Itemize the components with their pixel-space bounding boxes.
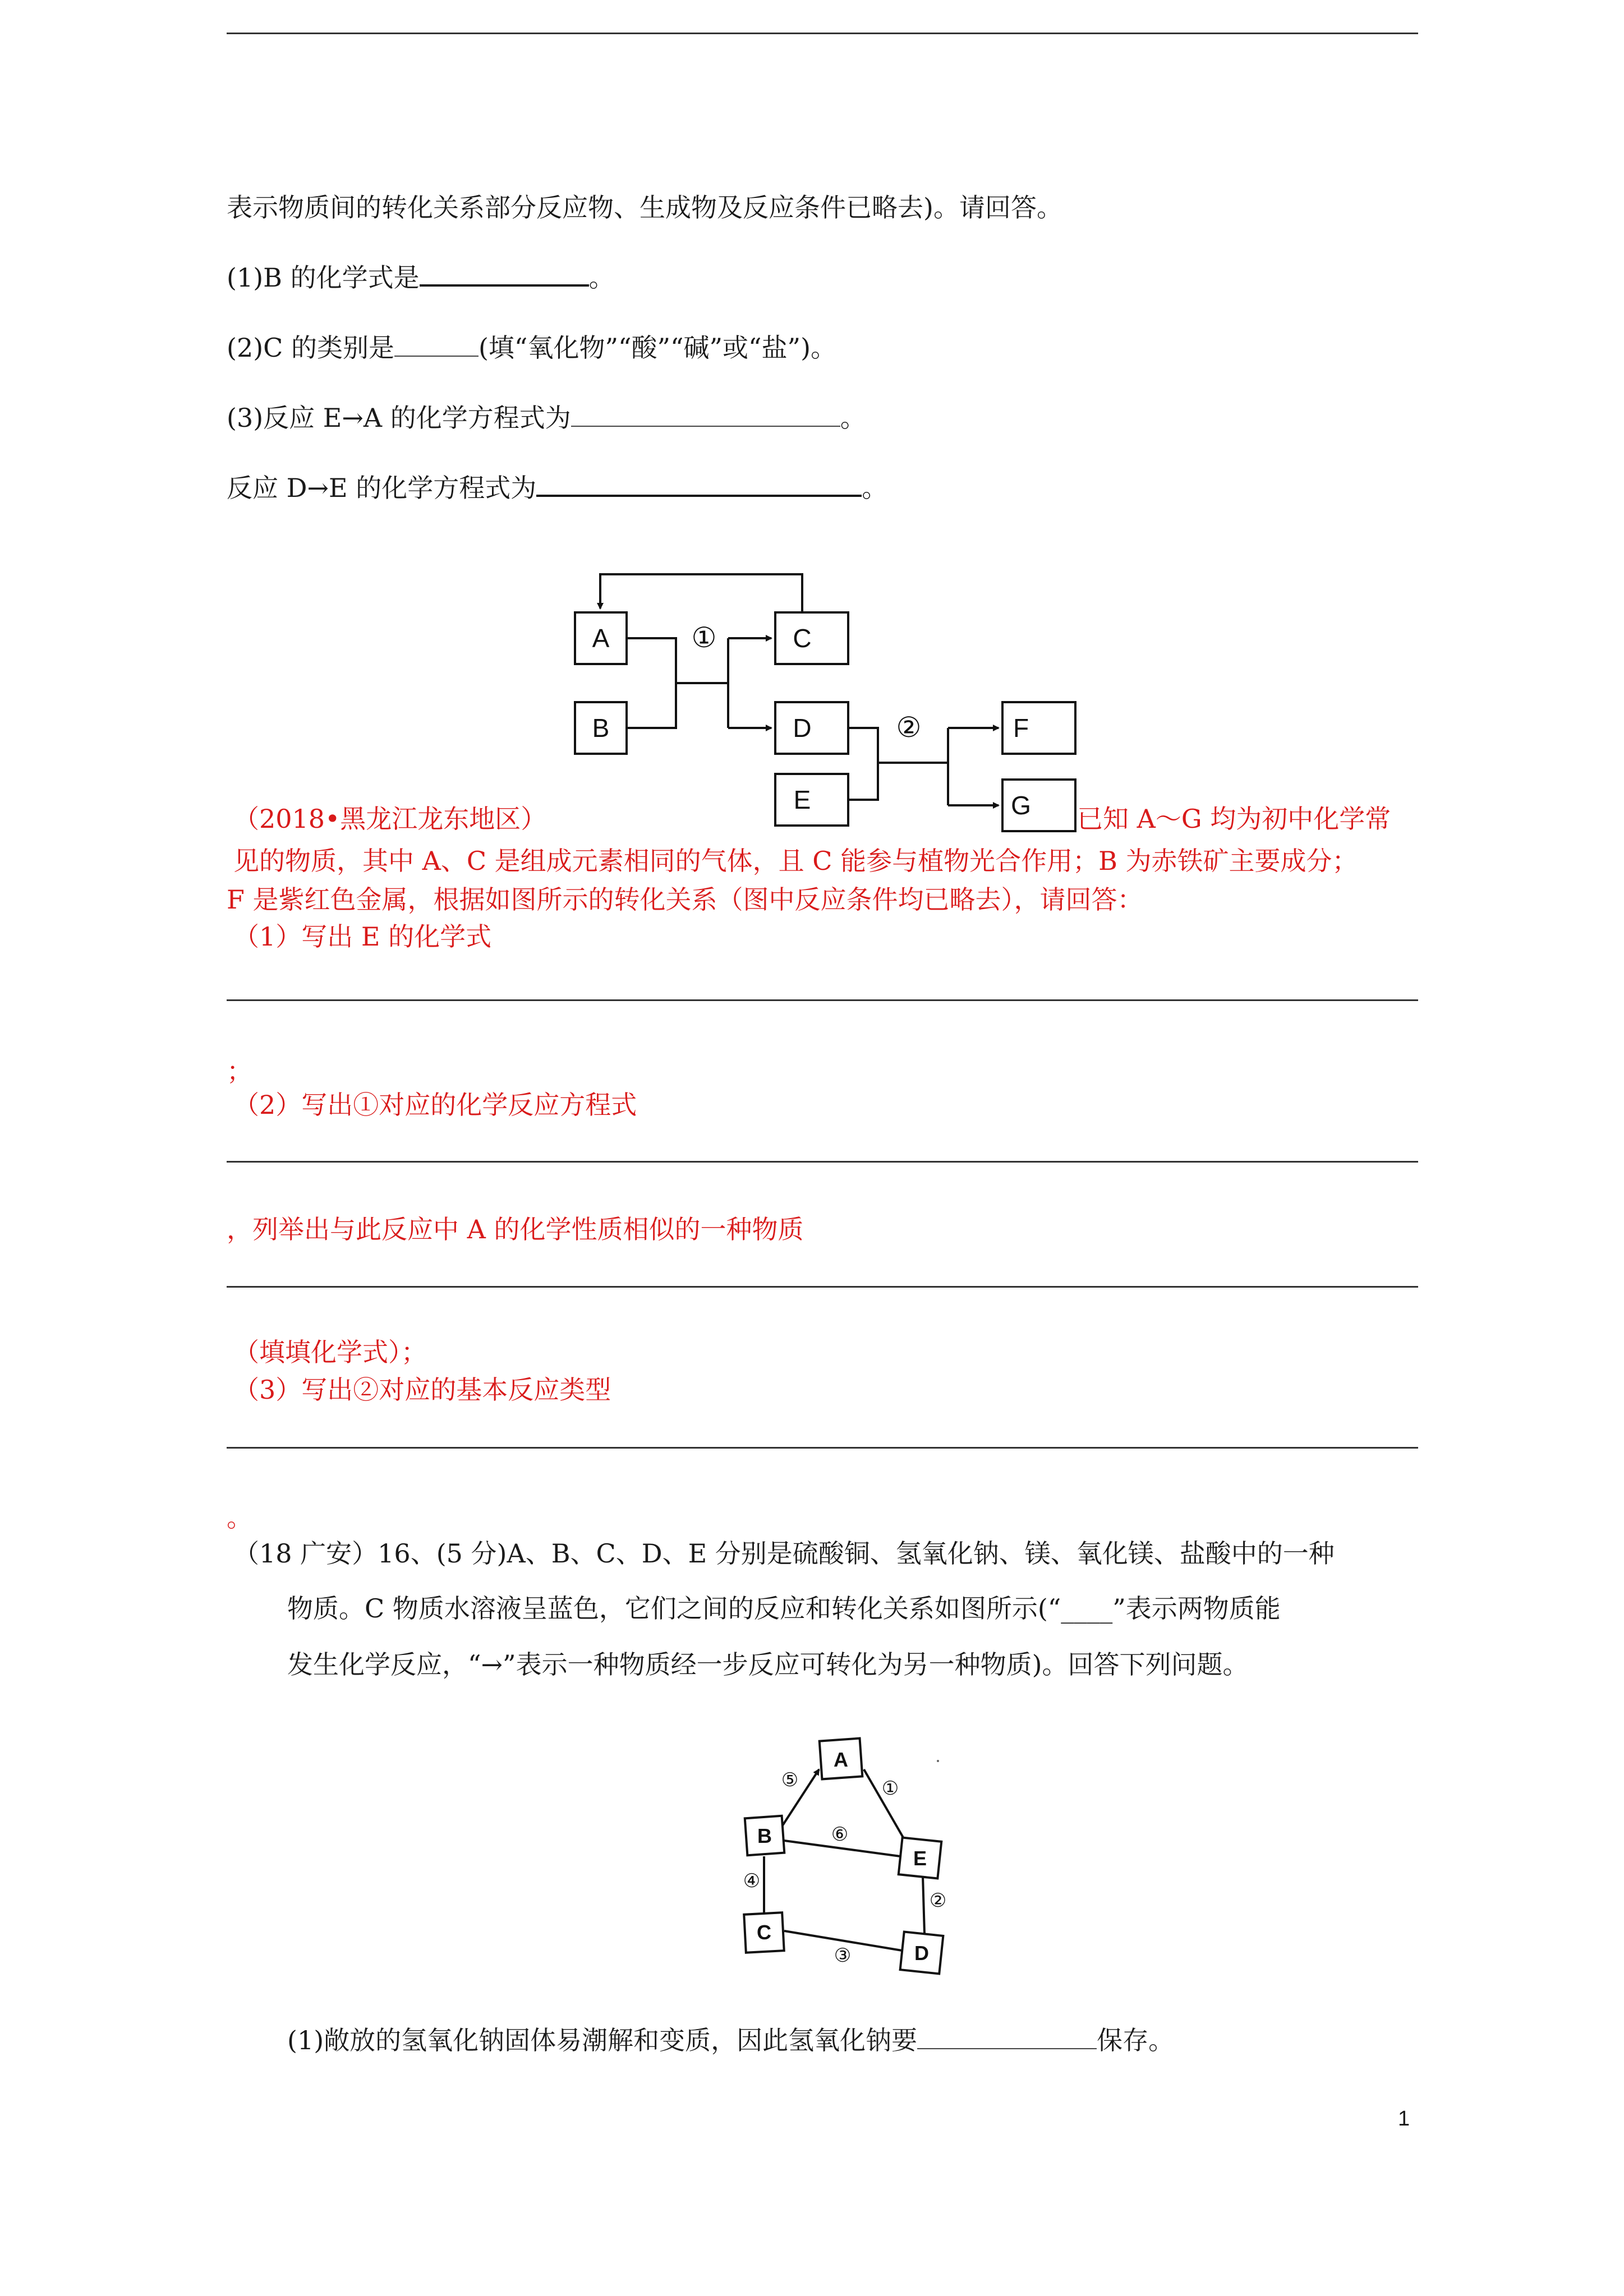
cycle-label-E: E <box>913 1847 927 1870</box>
cycle-label-A: A <box>834 1748 848 1771</box>
page-number: 1 <box>1398 2107 1410 2131</box>
box-D-label: D <box>793 713 812 743</box>
q1-part2-label: (2)C 的类别是 <box>227 333 394 363</box>
q2-line4: （1）写出 E 的化学式 <box>233 921 492 952</box>
edge-label-5: ⑤ <box>781 1769 799 1791</box>
q2-line6: ，列举出与此反应中 A 的化学性质相似的一种物质 <box>227 1214 804 1244</box>
step1-label: ① <box>691 622 717 653</box>
q3-part1 <box>287 2023 1174 2057</box>
box-E-label: E <box>793 785 811 814</box>
q1-part3-end: 。 <box>840 403 866 433</box>
q2-line2: 见的物质，其中 A、C 是组成元素相同的气体，且 C 能参与植物光合作用；B 为赤铁矿主要成分； <box>233 846 1358 876</box>
q3-part1-label: (1)敞放的氢氧化钠固体易潮解和变质，因此氢氧化钠要 <box>287 2025 918 2055</box>
q3-line2-blank: ____ <box>1061 1593 1113 1624</box>
q1-intro: 表示物质间的转化关系部分反应物、生成物及反应条件已略去)。请回答。 <box>227 192 1062 223</box>
stray-dot <box>937 1760 939 1762</box>
box-G-label: G <box>1011 791 1031 820</box>
q3-part1-end: 保存。 <box>1097 2025 1175 2055</box>
edge-label-6: ⑥ <box>831 1824 849 1845</box>
box-C-label: C <box>793 624 812 653</box>
edge-label-3: ③ <box>834 1945 852 1966</box>
q1-part3-label: (3)反应 E→A 的化学方程式为 <box>227 403 571 433</box>
cycle-label-D: D <box>914 1942 929 1965</box>
q1-part4-end: 。 <box>862 473 888 503</box>
step2-label: ② <box>896 712 922 743</box>
q3-line2-post: ”表示两物质能 <box>1112 1593 1281 1624</box>
edge-label-4: ④ <box>743 1870 761 1892</box>
q2-semicolon: ； <box>227 1056 252 1086</box>
box-A-label: A <box>592 624 610 653</box>
q3-part1-blank[interactable] <box>917 2026 1097 2049</box>
q3-line2-pre: 物质。C 物质水溶液呈蓝色，它们之间的反应和转化关系如图所示(“ <box>287 1593 1061 1624</box>
box-B-label: B <box>592 713 610 743</box>
q2-line1-tail: 已知 A～G 均为初中化学常 <box>1077 804 1391 834</box>
q2-period: 。 <box>227 1502 252 1533</box>
q2-line8: （3）写出②对应的基本反应类型 <box>233 1375 611 1405</box>
cycle-label-B: B <box>757 1824 772 1847</box>
edge-E-D <box>923 1876 924 1934</box>
q2-line5: （2）写出①对应的化学反应方程式 <box>233 1090 637 1120</box>
q1-part1-label: (1)B 的化学式是 <box>227 262 420 293</box>
q3-line1: （18 广安）16、(5 分)A、B、C、D、E 分别是硫酸铜、氢氧化钠、镁、氧化镁、盐酸中的一种 <box>233 1538 1335 1569</box>
q2-source: （2018•黑龙江龙东地区） <box>233 804 547 834</box>
q1-part2-hint: (填“氧化物”“酸”“碱”或“盐”)。 <box>478 333 837 363</box>
q2-line3: F 是紫红色金属，根据如图所示的转化关系（图中反应条件均已略去），请回答： <box>227 884 1143 915</box>
q1-part4-label: 反应 D→E 的化学方程式为 <box>227 473 537 503</box>
q2-line7: （填填化学式）； <box>233 1337 427 1367</box>
edge-label-1: ① <box>881 1778 899 1799</box>
cycle-label-C: C <box>757 1921 771 1944</box>
edge-label-2: ② <box>929 1890 947 1911</box>
q3-line3: 发生化学反应，“→”表示一种物质经一步反应可转化为另一种物质)。回答下列问题。 <box>287 1649 1249 1680</box>
q1-part1-end: 。 <box>588 262 615 293</box>
box-F-label: F <box>1013 713 1029 743</box>
